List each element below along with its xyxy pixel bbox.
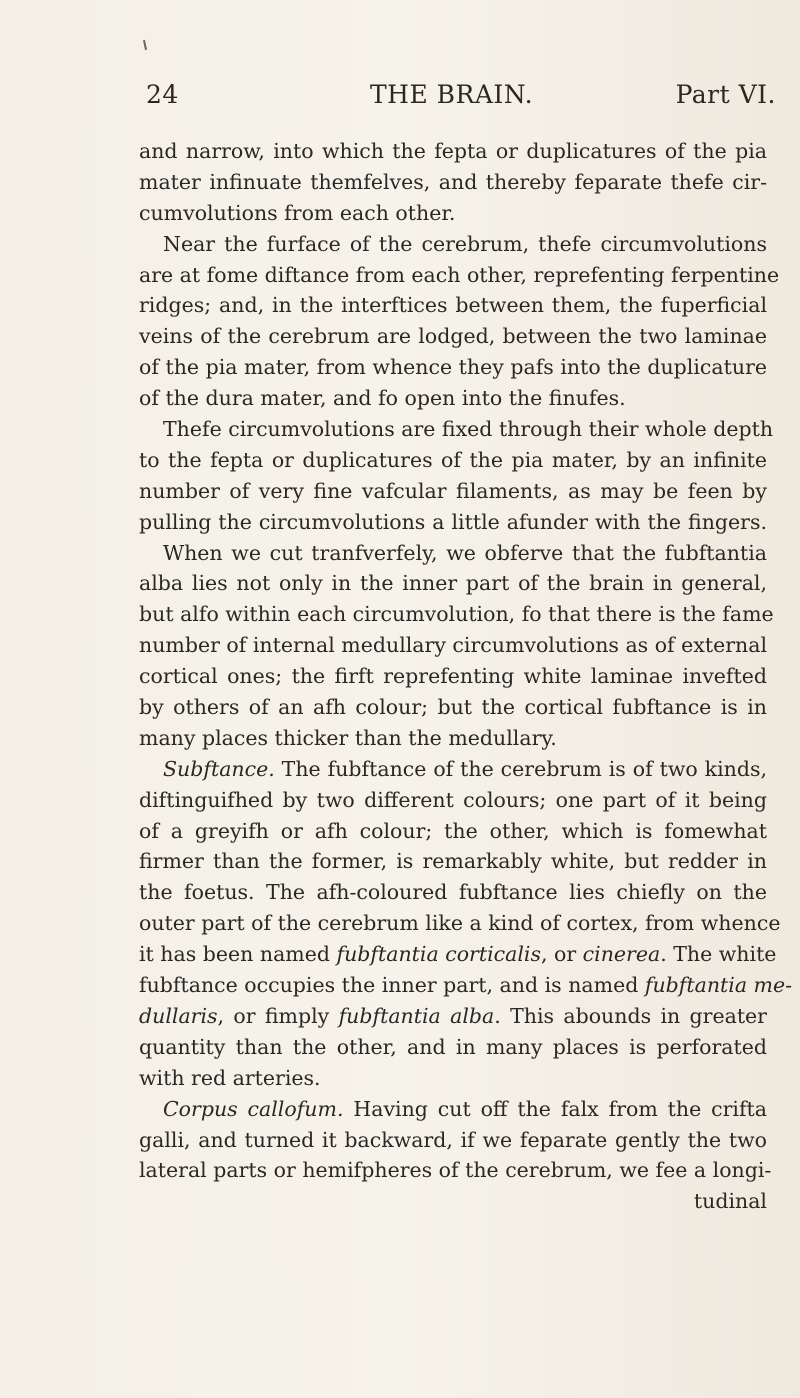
latin-term: fubftantia alba (338, 1003, 495, 1028)
text-line: of a greyifh or afh colour; the other, which is fomewhat (139, 818, 767, 843)
text-fragment: . The white (660, 942, 777, 967)
text-line: ridges; and, in the interftices between them, the fuperficial (139, 293, 767, 318)
text-fragment: , or (540, 942, 583, 967)
text-fragment: Having cut off the falx from the crifta (343, 1096, 768, 1121)
text-line: galli, and turned it backward, if we feparate gently the two (139, 1127, 767, 1152)
text-line: outer part of the cerebrum like a kind of cortex, from whence (139, 911, 781, 936)
part-label: Part VI. (675, 80, 776, 109)
text-line: are at fome diftance from each other, reprefenting ferpentine (139, 262, 780, 287)
text-line: many places thicker than the medullary. (139, 725, 557, 750)
text-line (139, 970, 793, 1001)
text-fragment: The fubftance of the cerebrum is of two kinds, (274, 756, 767, 781)
latin-term: fubftantia corticalis (336, 942, 541, 967)
text-line: but alfo within each circumvolution, fo that there is the fame (139, 602, 774, 627)
text-line: mater infinuate themfelves, and thereby feparate thefe cir- (139, 169, 767, 194)
text-line: number of very fine vafcular filaments, as may be feen by (139, 478, 767, 503)
text-line (139, 1094, 767, 1125)
text-line: diftinguifhed by two different colours; one part of it being (139, 787, 767, 812)
text-line: by others of an afh colour; but the cortical fubftance is in (139, 695, 767, 720)
page-number: 24 (146, 80, 179, 109)
latin-term: cinerea (582, 942, 661, 967)
text-line (139, 754, 767, 785)
text-line: Thefe circumvolutions are fixed through their whole depth (163, 417, 774, 442)
body-text (139, 136, 793, 1217)
latin-term: fubftantia me- (644, 973, 793, 998)
text-line: Near the furface of the cerebrum, thefe circumvolutions (163, 231, 767, 256)
text-line: to the fepta or duplicatures of the pia mater, by an infinite (139, 447, 767, 472)
text-line: cortical ones; the firft reprefenting white laminae invefted (139, 664, 767, 689)
section-head-substance: Subftance. (163, 756, 275, 781)
running-header (146, 80, 776, 114)
text-fragment: fubftance occupies the inner part, and is named (139, 973, 645, 998)
text-line: of the dura mater, and fo open into the finufes. (139, 386, 626, 411)
section-head-corpus: Corpus callofum. (163, 1096, 344, 1121)
latin-term: dullaris (139, 1003, 218, 1028)
catchword: tudinal (693, 1189, 767, 1214)
text-line: with red arteries. (139, 1065, 321, 1090)
text-line: quantity than the other, and in many places is perforated (139, 1034, 767, 1059)
running-title: THE BRAIN. (370, 80, 534, 109)
text-line: the foetus. The afh-coloured fubftance lies chiefly on the (139, 880, 767, 905)
text-line: firmer than the former, is remarkably white, but redder in (139, 849, 767, 874)
text-line: and narrow, into which the fepta or duplicatures of the pia (139, 139, 767, 163)
text-line: pulling the circumvolutions a little afunder with the fingers. (139, 509, 767, 534)
text-line: cumvolutions from each other. (139, 200, 456, 225)
text-fragment: , or fimply (217, 1003, 339, 1028)
text-line: number of internal medullary circumvolutions as of external (139, 633, 767, 658)
text-fragment: it has been named (139, 942, 337, 967)
ink-mark (143, 40, 147, 50)
text-line (139, 1001, 767, 1032)
text-line: veins of the cerebrum are lodged, between the two laminae (139, 324, 767, 349)
text-fragment: . This abounds in greater (494, 1003, 767, 1028)
text-line: alba lies not only in the inner part of the brain in general, (139, 571, 767, 596)
text-line (139, 939, 777, 970)
text-line: When we cut tranfverfely, we obferve that the fubftantia (163, 540, 767, 565)
text-line: lateral parts or hemifpheres of the cerebrum, we fee a longi- (139, 1158, 772, 1183)
text-line: of the pia mater, from whence they pafs into the duplicature (139, 355, 767, 380)
